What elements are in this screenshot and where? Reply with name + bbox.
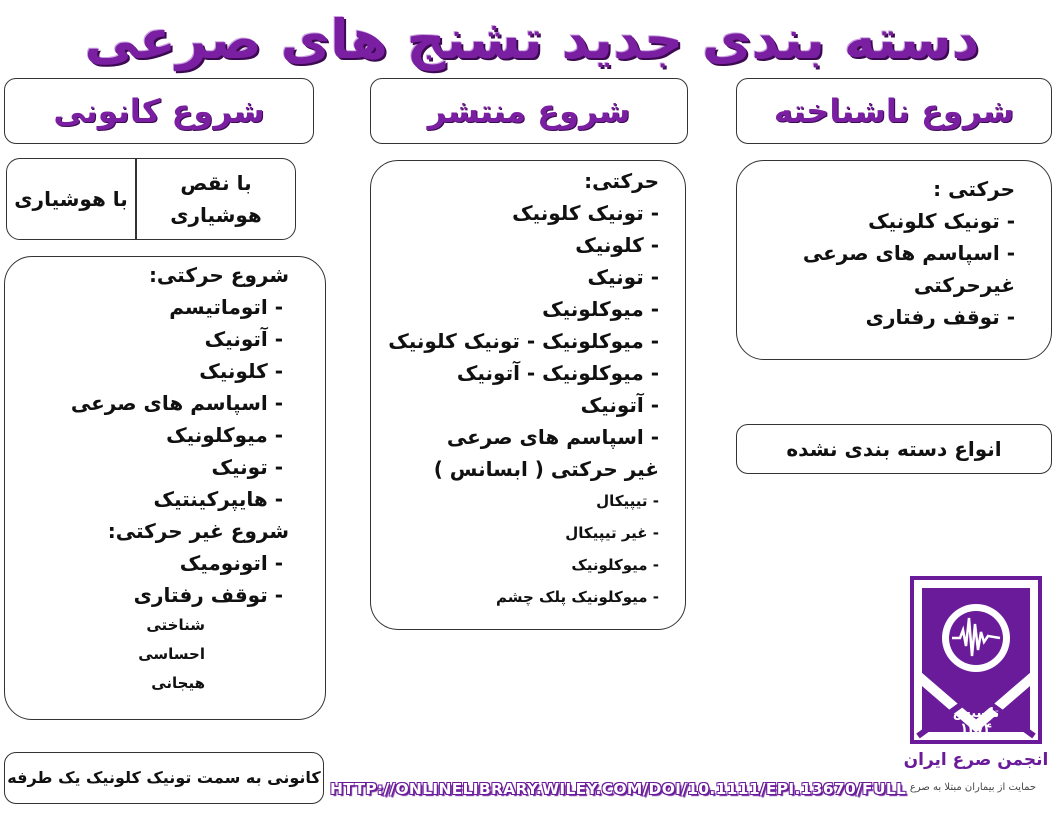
generalized-nonmotor-list [377, 485, 659, 613]
unclassified-label: انواع دسته بندی نشده [786, 437, 1002, 461]
focal-nonmotor-sublist [15, 611, 289, 698]
generalized-list-box [370, 160, 686, 630]
unknown-item: - اسپاسم های صرعی [802, 241, 1015, 265]
generalized-onset-header: شروع منتشر [370, 78, 688, 144]
unknown-item: - توقف رفتاری [865, 305, 1015, 329]
source-url: HTTP://ONLINELIBRARY.WILEY.COM/DOI/10.1111/EPI.13670/FULL [330, 780, 907, 798]
generalized-nonmotor-item: - غیر تیپیکال [565, 524, 659, 542]
unknown-motor-heading: حرکتی : [933, 177, 1015, 201]
focal-motor-list [15, 291, 289, 515]
society-logo [910, 576, 1042, 744]
focal-onset-header: شروع کانونی [4, 78, 314, 144]
logo-tagline: حمایت از بیماران مبتلا به صرع [909, 782, 1037, 793]
generalized-nonmotor-item: - میوکلونیک [571, 556, 659, 574]
unknown-onset-header: شروع ناشناخته [736, 78, 1052, 144]
focal-motor-item: - تونیک [211, 455, 283, 479]
generalized-motor-item: - میوکلونیک - تونیک کلونیک [388, 329, 659, 353]
focal-nonmotor-subitem: شناختی [146, 616, 205, 634]
focal-bilateral-note [4, 752, 324, 804]
impaired-awareness-cell [137, 159, 295, 239]
generalized-motor-item: - تونیک کلونیک [512, 201, 659, 225]
unknown-item: - تونیک کلونیک [868, 209, 1015, 233]
focal-nonmotor-subitem: احساسی [138, 645, 205, 663]
focal-motor-item: - آتونیک [204, 327, 283, 351]
focal-nonmotor-heading: شروع غیر حرکتی: [107, 519, 289, 543]
generalized-motor-heading: حرکتی: [584, 169, 659, 193]
unknown-list [745, 205, 1015, 333]
logo-org-name: انجمن صرع ایران [903, 750, 1049, 770]
generalized-motor-item: - اسپاسم های صرعی [446, 425, 659, 449]
focal-motor-item: - میوکلونیک [166, 423, 283, 447]
focal-motor-item: - اتوماتیسم [169, 295, 283, 319]
focal-nonmotor-item: - توقف رفتاری [133, 583, 283, 607]
impaired-awareness-line1: با نقص [180, 171, 252, 195]
aware-cell [7, 159, 137, 239]
focal-nonmotor-list [15, 547, 289, 611]
focal-nonmotor-item: - اتونومیک [179, 551, 283, 575]
logo-founded-label: تاسیس [952, 706, 1000, 721]
focal-motor-item: - اسپاسم های صرعی [70, 391, 283, 415]
generalized-motor-list [377, 197, 659, 453]
focal-bilateral-text: کانونی به سمت تونیک کلونیک یک طرفه [7, 768, 321, 787]
impaired-awareness-line2: هوشیاری [170, 203, 262, 227]
generalized-nonmotor-heading: غیر حرکتی ( ابسانس ) [433, 457, 659, 481]
page-title: دسته بندی جدید تشنج های صرعی [84, 8, 980, 71]
focal-nonmotor-subitem: هیجانی [151, 674, 205, 692]
generalized-motor-item: - تونیک [587, 265, 659, 289]
generalized-nonmotor-item: - میوکلونیک پلک چشم [495, 588, 659, 606]
logo-founded-year: ۱۳۷۴ [960, 721, 992, 736]
aware-label: با هوشیاری [14, 187, 128, 211]
generalized-nonmotor-item: - تیپیکال [596, 492, 659, 510]
focal-motor-heading: شروع حرکتی: [148, 263, 289, 287]
focal-motor-item: - هایپرکینتیک [153, 487, 283, 511]
unknown-list-box [736, 160, 1052, 360]
logo-founded [910, 706, 1042, 736]
generalized-motor-item: - کلونیک [575, 233, 659, 257]
focal-motor-item: - کلونیک [199, 359, 283, 383]
unclassified-box [736, 424, 1052, 474]
generalized-motor-item: - میوکلونیک [542, 297, 659, 321]
awareness-box [6, 158, 296, 240]
unknown-item: غیرحرکتی [913, 273, 1015, 297]
generalized-motor-item: - میوکلونیک - آتونیک [456, 361, 659, 385]
generalized-motor-item: - آتونیک [580, 393, 659, 417]
focal-list-box [4, 256, 326, 720]
